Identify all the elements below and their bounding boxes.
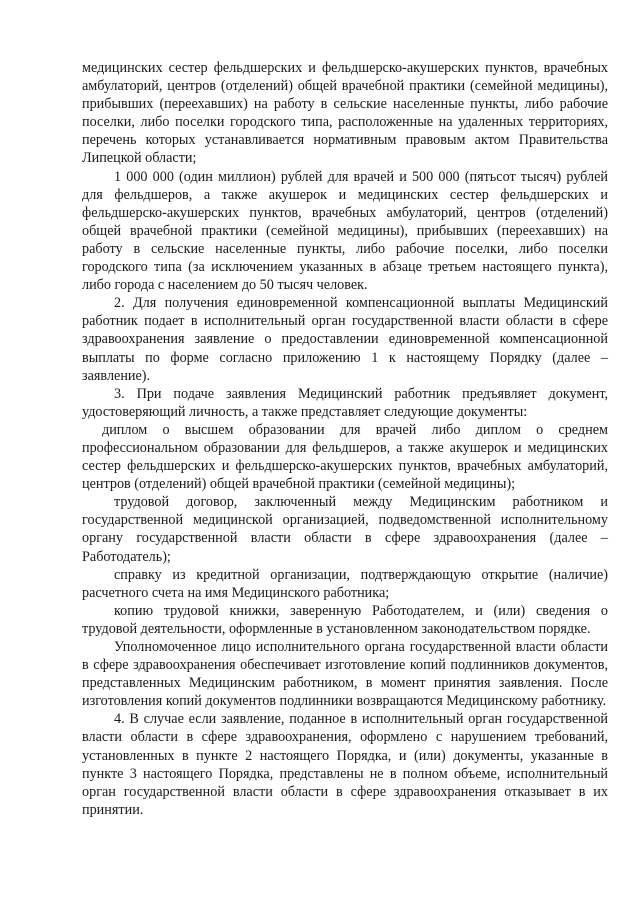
paragraph-item-2: 2. Для получения единовременной компенсационной выплаты Медицинский работник подает в исполнительный орган государственной власти области в сфере здравоохранения заявление о предоставлении единовременной компенсационной выплаты по форме согласно приложению 1 к настоящему Порядку (далее – заявление).	[82, 295, 608, 384]
paragraph-item-4: 4. В случае если заявление, поданное в исполнительный орган государственной власти области в сфере здравоохранения, оформлено с нарушением требований, установленных в пункте 2 настоящего Порядка, и (или) документы, указанные в пункте 3 настоящего Порядка, представлены не в полном объеме, исполнительный орган государственной власти области в сфере здравоохранения отказывает в их принятии.	[82, 711, 608, 818]
paragraph-work-book-copy: копию трудовой книжки, заверенную Работодателем, и (или) сведения о трудовой деятельности, оформленные в установленном законодательством порядке.	[82, 602, 608, 637]
paragraph-item-3: 3. При подаче заявления Медицинский работник предъявляет документ, удостоверяющий личность, а также представляет следующие документы:	[82, 385, 608, 420]
paragraph-diploma: диплом о высшем образовании для врачей либо диплом о среднем профессиональном образовании для фельдшеров, а также акушерок и медицинских сестер фельдшерских и фельдшерско-акушерских пунктов, врачебных амбулаторий, центров (отделений) общей врачебной практики (семейной медицины);	[82, 421, 608, 493]
paragraph-bank-certificate: справку из кредитной организации, подтверждающую открытие (наличие) расчетного счета на имя Медицинского работника;	[82, 566, 608, 601]
paragraph-payment-amounts: 1 000 000 (один миллион) рублей для врачей и 500 000 (пятьсот тысяч) рублей для фельдшеров, а также акушерок и медицинских сестер фельдшерских и фельдшерско-акушерских пунктов, врачебных амбулаторий, центров (отделений) общей врачебной практики (семейной медицины), прибывших (переехавших) на работу в сельские населенные пункты, либо рабочие поселки, либо поселки городского типа (за исключением указанных в абзаце третьем настоящего пункта), либо города с населением до 50 тысяч человек.	[82, 168, 608, 294]
paragraph-authorized-person: Уполномоченное лицо исполнительного органа государственной власти области в сфере здравоохранения обеспечивает изготовление копий подлинников документов, представленных Медицинским работником, в момент принятия заявления. После изготовления копий документов подлинники возвращаются Медицинскому работнику.	[82, 639, 608, 710]
paragraph-rural-workers-continued: медицинских сестер фельдшерских и фельдшерско-акушерских пунктов, врачебных амбулаторий, центров (отделений) общей врачебной практики (семейной медицины), прибывших (переехавших) на работу в сельские населенные пункты, либо рабочие поселки, либо поселки городского типа, расположенные на удаленных территориях, перечень которых устанавливается нормативным правовым актом Правительства Липецкой области;	[82, 60, 608, 167]
paragraph-employment-contract: трудовой договор, заключенный между Медицинским работником и государственной медицинской организацией, подведомственной исполнительному органу государственной власти области в сфере здравоохранения (далее – Работодатель);	[82, 494, 608, 565]
document-page	[82, 59, 608, 819]
